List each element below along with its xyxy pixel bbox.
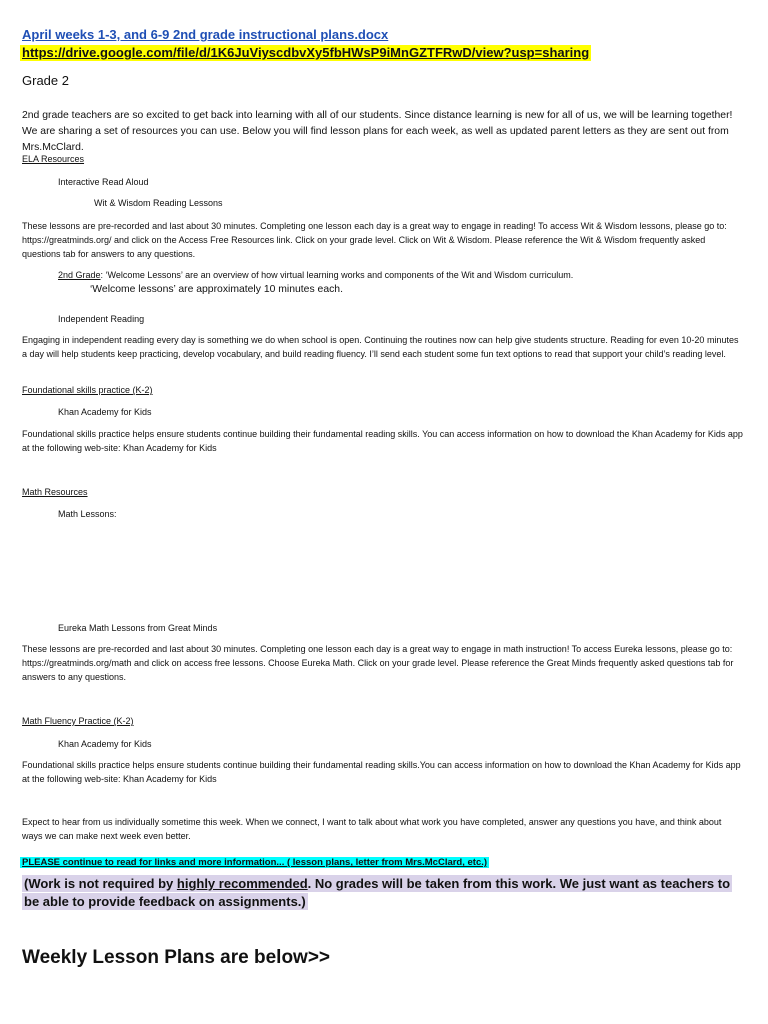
wit-wisdom-label: Wit & Wisdom Reading Lessons <box>94 198 223 208</box>
work-not-required-note <box>22 875 744 911</box>
math-fluency-heading: Math Fluency Practice (K-2) <box>22 716 134 726</box>
please-continue-text: PLEASE continue to read for links and more information... ( lesson plans, letter from Mrs.McClard, etc.) <box>22 857 488 868</box>
independent-reading-paragraph: Engaging in independent reading every day is something we do when school is open. Continuing the routines now can help give students structure. Reading for even 10-20 minutes a day will help students keep practicing, develop vocabulary, and build reading fluency. I’ll send each student some fun text options to read that support your child’s reading level. <box>22 335 739 359</box>
eureka-math-label: Eureka Math Lessons from Great Minds <box>58 623 218 633</box>
document-title-link[interactable]: April weeks 1-3, and 6-9 2nd grade instructional plans.docx <box>22 27 389 42</box>
wit-wisdom-paragraph: These lessons are pre-recorded and last about 30 minutes. Completing one lesson each day is a great way to engage in reading! To access Wit & Wisdom lessons, please go to: https://greatminds.org/ and click on the Access Free Resources link. Click on your grade level. Click on Wit & Wisdom. Please reference the Wit & Wisdom frequently asked questions tab for answers to any questions. <box>22 221 727 259</box>
second-grade-note <box>58 268 748 282</box>
work-note-text: (Work is not required by highly recommended. No grades will be taken from this work. We just want as teachers to be able to provide feedback on assignments.) <box>24 876 731 909</box>
second-grade-label: 2nd Grade <box>58 270 101 280</box>
interactive-read-aloud-label: Interactive Read Aloud <box>58 177 149 187</box>
foundational-skills-paragraph: Foundational skills practice helps ensure students continue building their fundamental reading skills. You can access information on how to download the Khan Academy for Kids app at the following web-site: Khan Academy for Kids <box>22 429 743 453</box>
expect-paragraph: Expect to hear from us individually sometime this week. When we connect, I want to talk about what work you have completed, answer any questions you have, and think about ways we can make next week even better. <box>22 817 722 841</box>
eureka-math-paragraph: These lessons are pre-recorded and last about 30 minutes. Completing one lesson each day is a great way to engage in math instruction! To access Eureka lessons, please go to: https://greatminds.org/math and click on access free lessons. Choose Eureka Math. Click on your grade level. Please reference the Great Minds frequently asked questions tab for answers to any questions. <box>22 644 734 682</box>
ela-resources-heading: ELA Resources <box>22 154 85 164</box>
math-fluency-paragraph: Foundational skills practice helps ensure students continue building their fundamental reading skills.You can access information on how to download the Khan Academy for Kids app at the following web-site: Khan Academy for Kids <box>22 760 741 784</box>
math-lessons-label: Math Lessons: <box>58 509 117 519</box>
khan-academy-label: Khan Academy for Kids <box>58 407 152 417</box>
math-resources-heading: Math Resources <box>22 487 88 497</box>
foundational-skills-heading: Foundational skills practice (K-2) <box>22 385 153 395</box>
weekly-lesson-plans-heading: Weekly Lesson Plans are below>> <box>22 947 331 968</box>
please-continue-note <box>20 852 489 870</box>
second-grade-text: : ‘Welcome Lessons’ are an overview of how virtual learning works and components of the Wit and Wisdom curriculum. <box>100 270 574 280</box>
welcome-lessons-note: ‘Welcome lessons’ are approximately 10 minutes each. <box>90 284 343 295</box>
grade-heading: Grade 2 <box>22 73 69 88</box>
khan-academy-math-label: Khan Academy for Kids <box>58 739 152 749</box>
drive-url-link[interactable]: https://drive.google.com/file/d/1K6JuViyscdbvXy5fbHWsP9iMnGZTFRwD/view?usp=sharing <box>22 45 590 60</box>
intro-paragraph: 2nd grade teachers are so excited to get back into learning with all of our students. Since distance learning is new for all of us, we will be learning together! We are sharing a set of resources you can use. Below you will find lesson plans for each week, as well as updated parent letters as they are sent out from Mrs.McClard. <box>22 110 733 154</box>
independent-reading-label: Independent Reading <box>58 314 145 324</box>
